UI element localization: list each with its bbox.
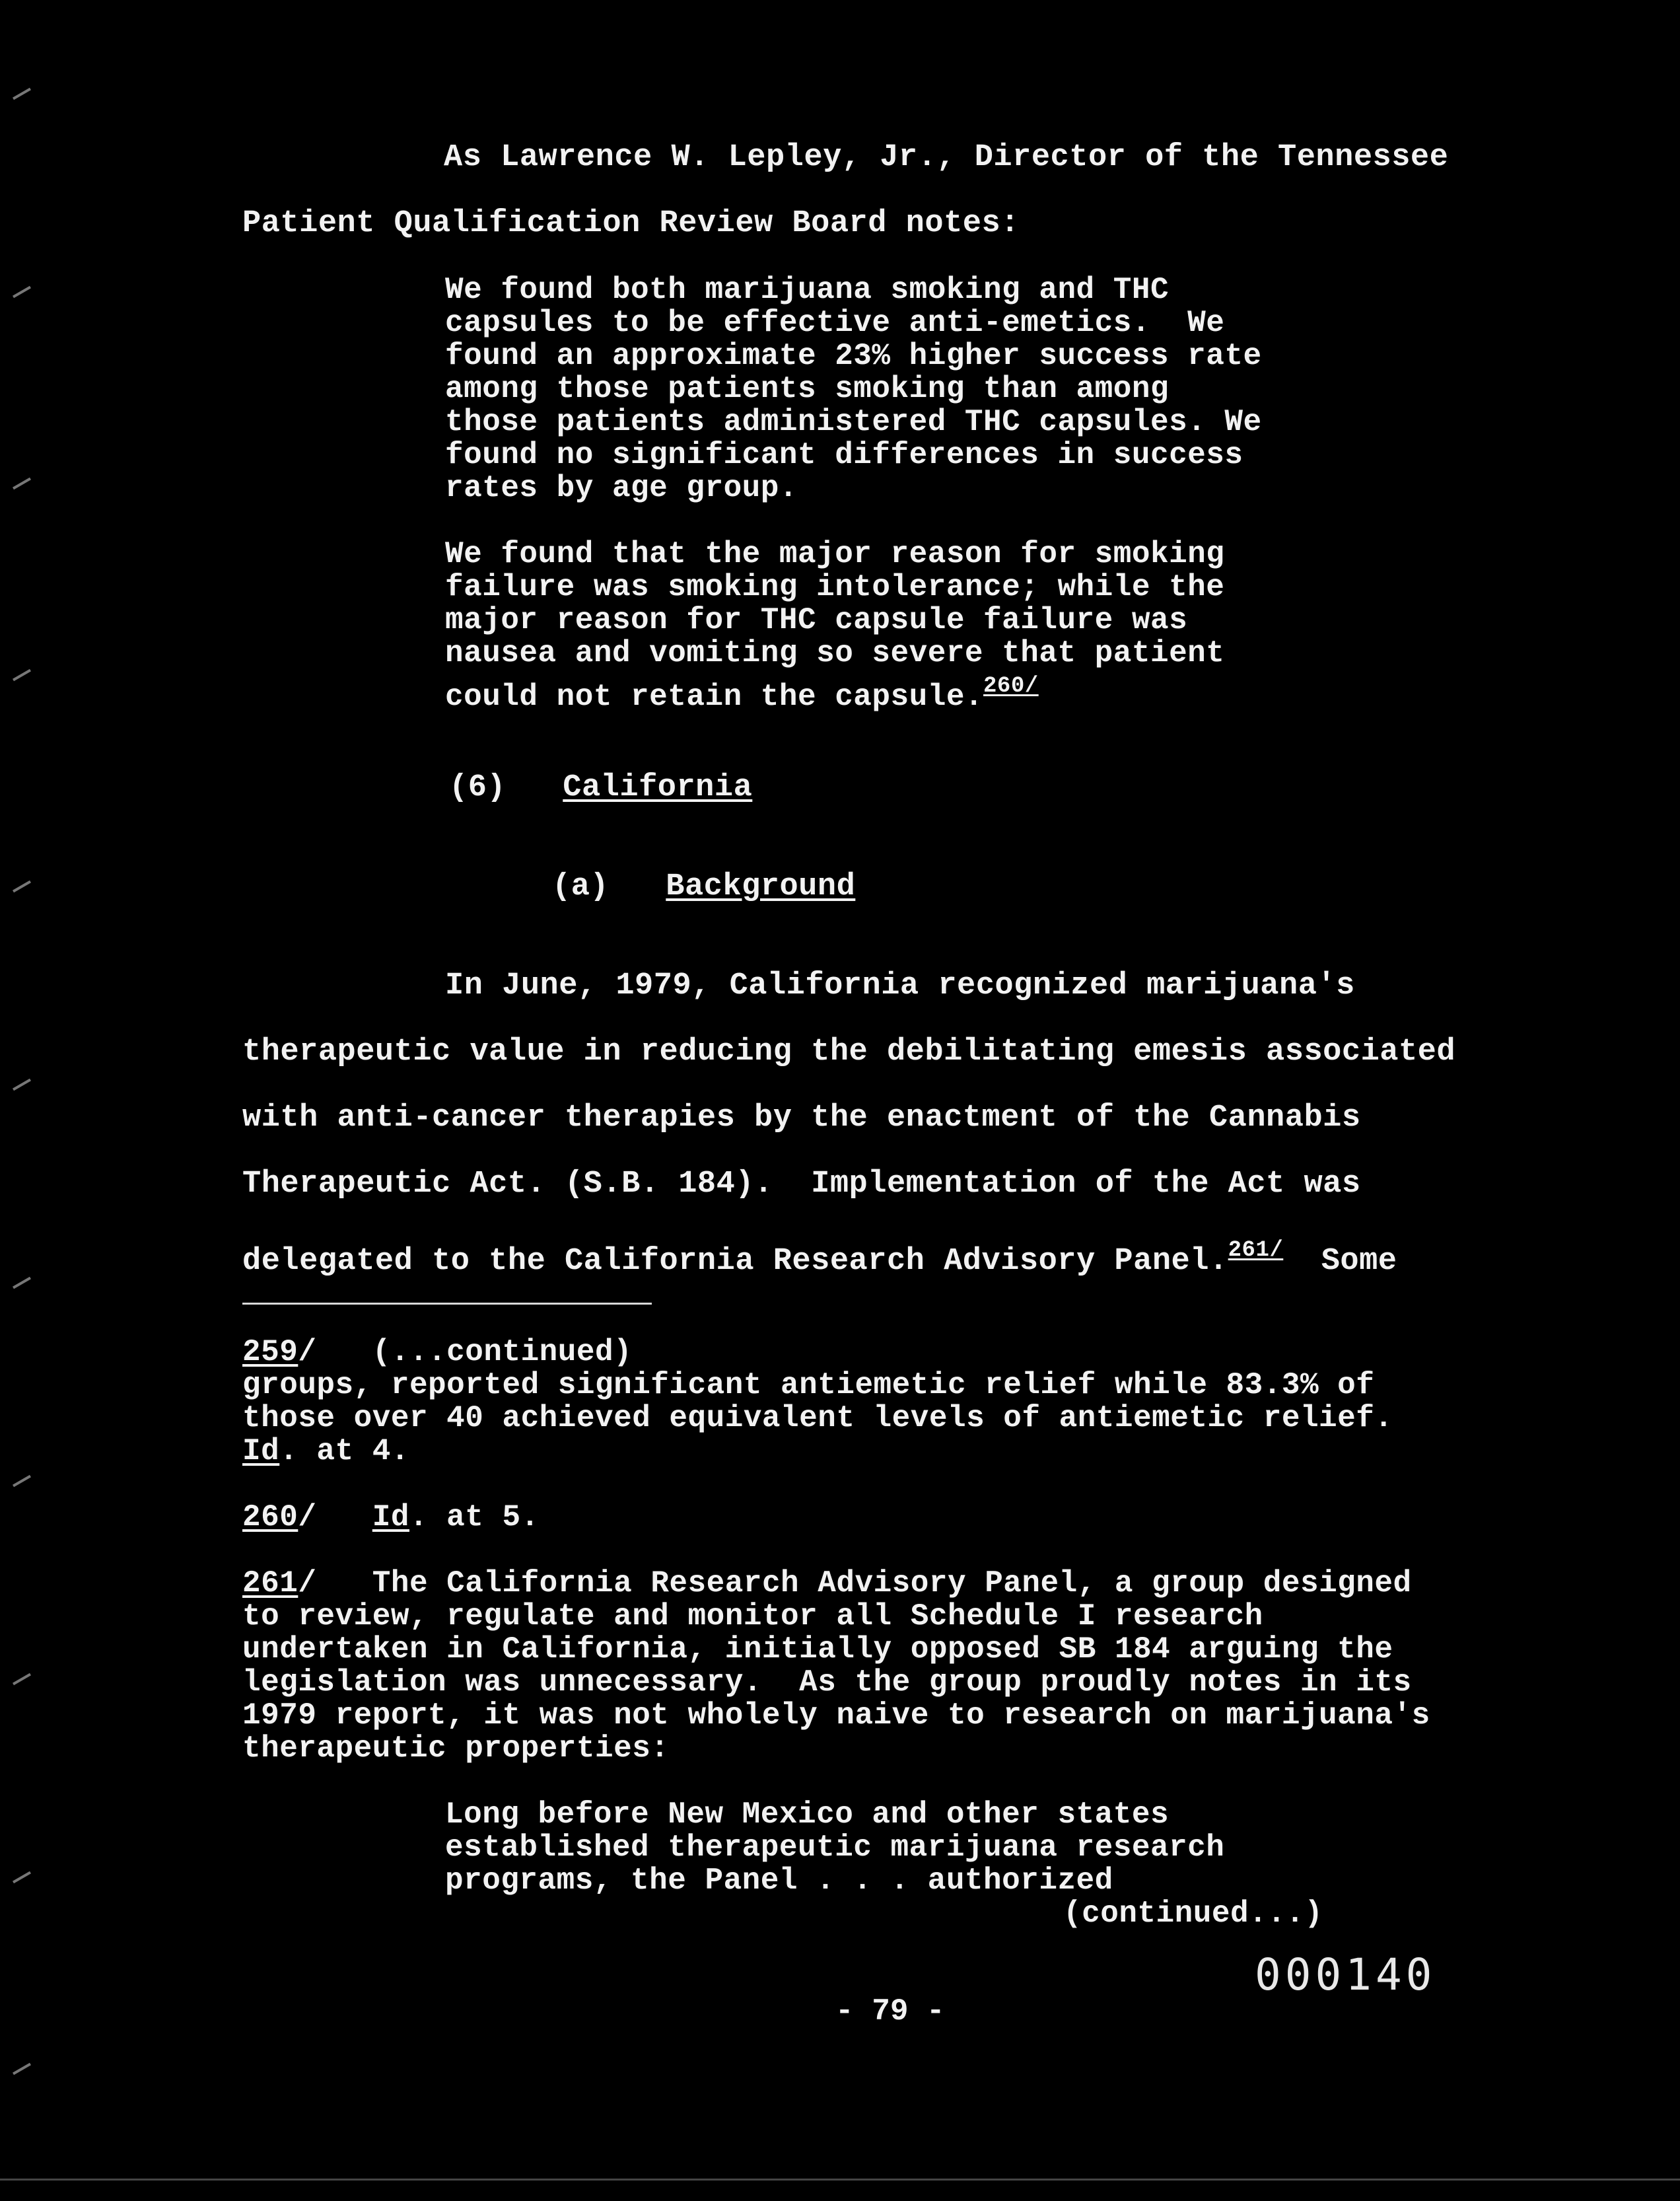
- quote1-line: those patients administered THC capsules. We: [445, 405, 1262, 439]
- quote3-line: programs, the Panel . . . authorized: [445, 1863, 1113, 1898]
- fn260-tail: . at 5.: [409, 1500, 540, 1534]
- body-line-last: [242, 1234, 1397, 1278]
- fn259-line: those over 40 achieved equivalent levels of antiemetic relief.: [242, 1401, 1393, 1435]
- scan-margin-mark: [13, 669, 31, 681]
- fn259-head: [242, 1336, 632, 1369]
- quote1-line: We found both marijuana smoking and THC: [445, 273, 1170, 307]
- quote1-line: among those patients smoking than among: [445, 372, 1170, 406]
- scan-margin-mark: [13, 88, 31, 100]
- scan-bottom-edge: [0, 2179, 1680, 2181]
- body-line: In June, 1979, California recognized marijuana's: [445, 968, 1355, 1003]
- quote1-line: capsules to be effective anti-emetics. We: [445, 306, 1225, 340]
- continued-marker: (continued...): [1063, 1896, 1323, 1931]
- fn259-last: [242, 1435, 409, 1468]
- page-number: - 79 -: [835, 1994, 945, 2029]
- quote2-line: nausea and vomiting so severe that patient: [445, 636, 1225, 670]
- quote3-line: Long before New Mexico and other states: [445, 1797, 1170, 1832]
- quote2-line-last: [445, 670, 1039, 713]
- intro-line-2: Patient Qualification Review Board notes:: [242, 206, 1020, 241]
- body-last-text: delegated to the California Research Advisory Panel.: [242, 1244, 1228, 1279]
- fn259-ref: 259: [242, 1335, 298, 1369]
- body-line: therapeutic value in reducing the debilitating emesis associated: [242, 1034, 1456, 1069]
- scan-margin-mark: [13, 1673, 31, 1685]
- scan-margin-mark: [13, 286, 31, 298]
- fn261-line: therapeutic properties:: [242, 1731, 670, 1766]
- subsection-a-heading: [552, 871, 855, 904]
- scan-margin-mark: [13, 2063, 31, 2075]
- fn260-ref: 260: [242, 1500, 298, 1534]
- footnote-ref-261: 261/: [1228, 1238, 1284, 1263]
- fn261-line: 1979 report, it was not wholely naive to research on marijuana's: [242, 1698, 1430, 1733]
- body-last-tail: Some: [1321, 1244, 1397, 1279]
- subsection-number: (a): [552, 869, 610, 904]
- footnote-separator: [242, 1303, 652, 1305]
- scan-margin-mark: [13, 478, 31, 489]
- fn261-line: to review, regulate and monitor all Schedule I research: [242, 1599, 1263, 1634]
- fn259-tail: . at 4.: [279, 1434, 409, 1468]
- quote2-line: major reason for THC capsule failure was: [445, 603, 1188, 637]
- fn261-line: legislation was unnecessary. As the group proudly notes in its: [242, 1665, 1412, 1700]
- section-6-heading: [449, 772, 752, 805]
- fn261-head-text: / The California Research Advisory Panel, a group designed: [298, 1566, 1412, 1601]
- quote1-line: rates by age group.: [445, 471, 798, 505]
- fn261-line: undertaken in California, initially opposed SB 184 arguing the: [242, 1632, 1393, 1667]
- quote1-line: found no significant differences in success: [445, 438, 1243, 472]
- intro-line-1: As Lawrence W. Lepley, Jr., Director of the Tennessee: [444, 140, 1449, 175]
- body-line: with anti-cancer therapies by the enactment of the Cannabis: [242, 1100, 1361, 1136]
- fn260-id: Id: [372, 1500, 409, 1534]
- body-line: Therapeutic Act. (S.B. 184). Implementation of the Act was: [242, 1167, 1361, 1202]
- fn261-ref: 261: [242, 1566, 298, 1601]
- quote2-last-text: could not retain the capsule.: [445, 680, 984, 714]
- footnote-260: [242, 1501, 540, 1534]
- fn259-head-text: / (...continued): [298, 1335, 633, 1369]
- footnote-ref-260: 260/: [983, 674, 1039, 699]
- quote3-line: established therapeutic marijuana research: [445, 1830, 1225, 1865]
- scan-margin-mark: [13, 881, 31, 892]
- scan-margin-mark: [13, 1871, 31, 1883]
- bates-stamp: 000140: [1255, 1949, 1436, 2000]
- quote2-line: failure was smoking intolerance; while the: [445, 570, 1225, 604]
- scan-margin-mark: [13, 1475, 31, 1487]
- section-title: California: [563, 770, 753, 805]
- quote2-line: We found that the major reason for smoking: [445, 537, 1225, 571]
- fn260-slash: /: [298, 1500, 372, 1534]
- scan-margin-mark: [13, 1079, 31, 1091]
- fn261-head: [242, 1567, 1412, 1600]
- fn259-line: groups, reported significant antiemetic relief while 83.3% of: [242, 1368, 1375, 1402]
- quote1-line: found an approximate 23% higher success rate: [445, 339, 1262, 373]
- section-number: (6): [449, 770, 507, 805]
- fn259-id: Id: [242, 1434, 280, 1468]
- subsection-title: Background: [666, 869, 856, 904]
- scan-margin-mark: [13, 1277, 31, 1289]
